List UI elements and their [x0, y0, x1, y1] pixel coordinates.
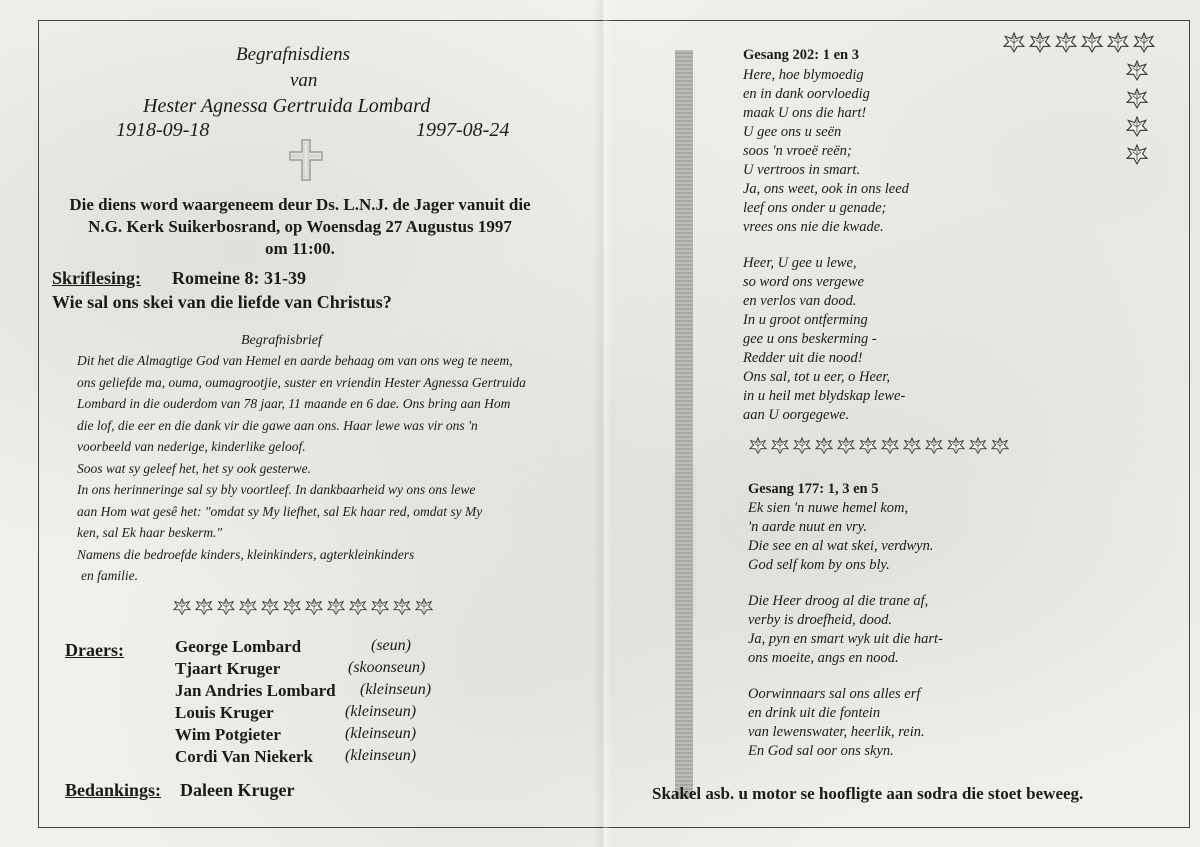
- hymn-2-stanza-3: [748, 685, 925, 761]
- hymn-line: maak U ons die hart!: [743, 105, 867, 121]
- hymn-1-stanza-2: [743, 254, 905, 425]
- ivy-divider-right: [748, 437, 1010, 455]
- reading-question: Wie sal ons skei van die liefde van Christus?: [52, 292, 392, 312]
- service-intro: [50, 194, 550, 260]
- hymn-line: Ja, ons weet, ook in ons leed: [743, 181, 909, 197]
- bearer-name: Jan Andries Lombard: [175, 681, 336, 700]
- ivy-leaf-icon: [1125, 116, 1149, 138]
- hymn-line: soos 'n vroeë reën;: [743, 143, 852, 159]
- service-title: Begrafnisdiens: [236, 44, 350, 65]
- bearer-name: Louis Kruger: [175, 703, 274, 722]
- ivy-leaf-icon: [172, 598, 192, 616]
- hymn-line: Oorwinnaars sal ons alles erf: [748, 686, 921, 702]
- letter-line: Soos wat sy geleef het, het sy ook gesterwe.: [77, 460, 311, 476]
- letter-line: ken, sal Ek haar beskerm.": [77, 525, 223, 540]
- ivy-leaf-icon: [260, 598, 280, 616]
- hymn-line: so word ons vergewe: [743, 274, 864, 290]
- hymn-2-stanza-1: [748, 499, 934, 575]
- ivy-leaf-icon: [392, 598, 412, 616]
- letter-line: ons geliefde ma, ouma, oumagrootjie, suster en vriendin Hester Agnessa Gertruida: [77, 374, 526, 390]
- hymn-line: Ja, pyn en smart wyk uit die hart-: [748, 631, 943, 647]
- intro-line-3: om 11:00.: [265, 239, 335, 258]
- ivy-leaf-icon: [770, 437, 790, 455]
- deceased-name: Hester Agnessa Gertruida Lombard: [143, 95, 431, 117]
- bearer-name: Wim Potgieter: [175, 725, 281, 744]
- hymn-line: leef ons onder u genade;: [743, 200, 887, 216]
- ivy-leaf-icon: [1125, 88, 1149, 110]
- letter-line: Namens die bedroefde kinders, kleinkinders, agterkleinkinders: [77, 546, 415, 562]
- letter-heading: Begrafnisbrief: [241, 333, 322, 348]
- bearer-name: Cordi Van Niekerk: [175, 747, 313, 766]
- ivy-leaf-icon: [370, 598, 390, 616]
- reading-reference: Romeine 8: 31-39: [172, 268, 306, 288]
- ivy-leaf-icon: [902, 437, 922, 455]
- hymn-line: in u heil met blydskap lewe-: [743, 388, 906, 404]
- bearer-relation: (kleinseun): [345, 747, 417, 764]
- ivy-leaf-icon: [880, 437, 900, 455]
- ivy-leaf-icon: [1125, 144, 1149, 166]
- ivy-leaf-icon: [216, 598, 236, 616]
- service-van: van: [290, 70, 318, 91]
- bearer-relation: (kleinseun): [360, 681, 432, 698]
- ivy-leaf-icon: [990, 437, 1010, 455]
- reading-label: Skriflesing:: [52, 268, 142, 288]
- hymn-line: Die see en al wat skei, verdwyn.: [748, 538, 934, 554]
- hymn-line: en in dank oorvloedig: [743, 86, 870, 102]
- ivy-leaf-icon: [1080, 32, 1104, 54]
- hymn-line: Die Heer droog al die trane af,: [748, 593, 929, 609]
- hymn-line: Here, hoe blymoedig: [743, 67, 864, 83]
- intro-line-2: N.G. Kerk Suikerbosrand, op Woensdag 27 Augustus 1997: [88, 217, 512, 236]
- hymn-line: verby is droefheid, dood.: [748, 612, 893, 628]
- hymn-line: In u groot ontferming: [743, 312, 868, 328]
- letter-body: [77, 350, 526, 587]
- ivy-leaf-icon: [326, 598, 346, 616]
- hymn-2-stanza-2: [748, 592, 943, 668]
- letter-line: aan Hom wat gesê het: "omdat sy My liefhet, sal Ek haar red, omdat sy My: [77, 503, 483, 519]
- ivy-leaf-icon: [792, 437, 812, 455]
- ivy-corner-top: [1002, 32, 1156, 54]
- hymn-line: van lewenswater, heerlik, rein.: [748, 724, 925, 740]
- letter-line: Dit het die Almagtige God van Hemel en aarde behaag om van ons weg te neem,: [77, 353, 513, 368]
- death-date: 1997-08-24: [416, 119, 510, 141]
- ivy-leaf-icon: [836, 437, 856, 455]
- thanks-name: Daleen Kruger: [180, 780, 295, 800]
- ivy-divider-left: [172, 598, 434, 616]
- ivy-leaf-icon: [1106, 32, 1130, 54]
- ivy-leaf-icon: [194, 598, 214, 616]
- hymn-2-heading: Gesang 177: 1, 3 en 5: [748, 481, 879, 497]
- birth-date: 1918-09-18: [116, 119, 210, 141]
- ivy-leaf-icon: [282, 598, 302, 616]
- hymn-line: Heer, U gee u lewe,: [743, 255, 857, 271]
- hymn-line: ons moeite, angs en nood.: [748, 650, 899, 666]
- hymn-line: Ek sien 'n nuwe hemel kom,: [748, 500, 909, 516]
- hymn-line: en verlos van dood.: [743, 293, 857, 309]
- bearer-relation: (seun): [371, 637, 411, 654]
- letter-line: In ons herinneringe sal sy bly voortleef. In dankbaarheid wy ons ons lewe: [77, 482, 476, 497]
- letter-line: voorbeeld van nederige, kinderlike geloof.: [77, 439, 306, 454]
- ivy-leaf-icon: [1132, 32, 1156, 54]
- hymn-line: vrees ons nie die kwade.: [743, 219, 884, 235]
- ivy-leaf-icon: [924, 437, 944, 455]
- hymn-line: U gee ons u seën: [743, 124, 842, 140]
- letter-line: Lombard in die ouderdom van 78 jaar, 11 maande en 6 dae. Ons bring aan Hom: [77, 396, 511, 411]
- ivy-leaf-icon: [748, 437, 768, 455]
- decorative-gray-bar: [675, 50, 693, 798]
- ivy-leaf-icon: [1054, 32, 1078, 54]
- ivy-leaf-icon: [946, 437, 966, 455]
- hymn-1-stanza-1: [743, 66, 909, 237]
- ivy-leaf-icon: [348, 598, 368, 616]
- hymn-line: en drink uit die fontein: [748, 705, 881, 721]
- hymn-line: gee u ons beskerming -: [743, 331, 877, 347]
- hymn-line: 'n aarde nuut en vry.: [748, 519, 867, 535]
- letter-line: die lof, die eer en die dank vir die gawe aan ons. Haar lewe was vir ons 'n: [77, 417, 478, 433]
- headlights-notice: Skakel asb. u motor se hoofligte aan sodra die stoet beweeg.: [652, 784, 1084, 803]
- thanks-label: Bedankings:: [65, 780, 162, 800]
- bearer-relation: (skoonseun): [348, 659, 426, 676]
- ivy-leaf-icon: [1002, 32, 1026, 54]
- ivy-leaf-icon: [238, 598, 258, 616]
- ivy-leaf-icon: [414, 598, 434, 616]
- bearer-relation: (kleinseun): [345, 725, 417, 742]
- ivy-leaf-icon: [304, 598, 324, 616]
- bearers-label: Draers:: [65, 640, 124, 660]
- ivy-leaf-icon: [858, 437, 878, 455]
- bearer-relation: (kleinseun): [345, 703, 417, 720]
- hymn-line: En God sal oor ons skyn.: [748, 743, 894, 759]
- hymn-line: God self kom by ons bly.: [748, 557, 890, 573]
- hymn-line: Ons sal, tot u eer, o Heer,: [743, 369, 891, 385]
- bearer-name: Tjaart Kruger: [175, 659, 281, 678]
- bearer-name: George Lombard: [175, 637, 302, 656]
- center-fold: [594, 0, 612, 847]
- ivy-leaf-icon: [968, 437, 988, 455]
- hymn-1-heading: Gesang 202: 1 en 3: [743, 47, 859, 63]
- intro-line-1: Die diens word waargeneem deur Ds. L.N.J. de Jager vanuit die: [69, 195, 531, 214]
- hymn-line: Redder uit die nood!: [743, 350, 863, 366]
- ivy-leaf-icon: [1028, 32, 1052, 54]
- hymn-line: aan U oorgegewe.: [743, 407, 850, 423]
- cross-icon: [286, 138, 326, 182]
- letter-line: en familie.: [81, 568, 138, 583]
- ivy-leaf-icon: [814, 437, 834, 455]
- ivy-corner-side: [1125, 60, 1149, 166]
- ivy-leaf-icon: [1125, 60, 1149, 82]
- hymn-line: U vertroos in smart.: [743, 162, 861, 178]
